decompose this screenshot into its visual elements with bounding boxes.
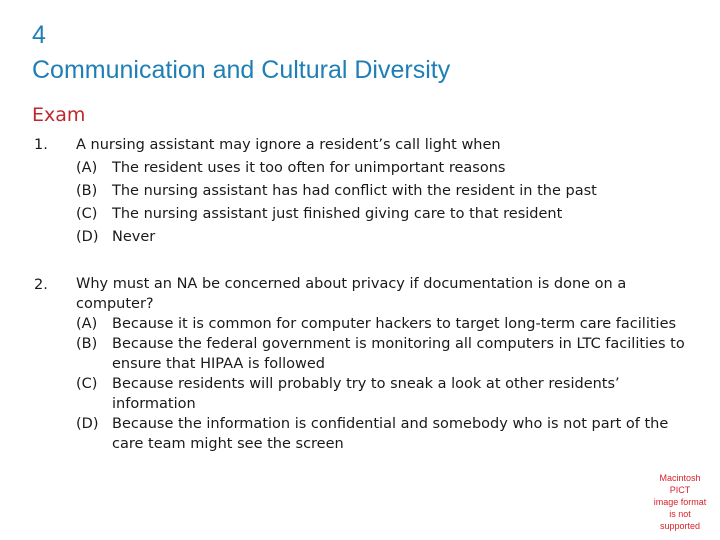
notice-line: is not supported: [659, 509, 701, 531]
option-label: (C): [76, 206, 98, 222]
chapter-title: Communication and Cultural Diversity: [32, 56, 451, 84]
option-label: (B): [76, 183, 98, 199]
answer-option-c: [76, 203, 694, 226]
answer-option-c: [76, 374, 694, 414]
option-label: (B): [76, 336, 98, 352]
question-2: [34, 274, 694, 454]
notice-line: image format: [653, 497, 707, 507]
answer-option-d: [76, 226, 694, 249]
option-text: Because residents will probably try to sneak a look at other residents’ information: [112, 376, 620, 412]
answer-option-b: [76, 180, 694, 203]
section-heading: Exam: [32, 104, 86, 126]
option-text: Because the information is confidential and somebody who is not part of the care team might see the screen: [112, 416, 669, 452]
question-number: 1.: [34, 137, 48, 153]
option-text: Because the federal government is monitoring all computers in LTC facilities to ensure that HIPAA is followed: [112, 336, 685, 372]
option-text: The nursing assistant has had conflict with the resident in the past: [112, 183, 597, 199]
question-text: Why must an NA be concerned about privacy if documentation is done on a computer?: [76, 276, 627, 312]
notice-line: Macintosh PICT: [659, 473, 701, 495]
option-text: The nursing assistant just finished giving care to that resident: [112, 206, 563, 222]
option-text: Because it is common for computer hackers to target long-term care facilities: [112, 316, 677, 332]
answer-option-a: [76, 314, 694, 334]
option-text: The resident uses it too often for unimportant reasons: [112, 160, 506, 176]
answer-option-d: [76, 414, 694, 454]
answer-option-a: [76, 157, 694, 180]
question-text: A nursing assistant may ignore a resident’s call light when: [76, 137, 501, 153]
chapter-number: 4: [32, 21, 46, 49]
answer-option-b: [76, 334, 694, 374]
question-1: [34, 134, 694, 249]
option-text: Never: [112, 229, 156, 245]
option-label: (D): [76, 229, 99, 245]
option-label: (C): [76, 376, 98, 392]
option-label: (A): [76, 316, 98, 332]
unsupported-image-placeholder: [650, 472, 710, 532]
option-label: (A): [76, 160, 98, 176]
option-label: (D): [76, 416, 99, 432]
question-number: 2.: [34, 277, 48, 293]
slide-title: [32, 18, 450, 88]
